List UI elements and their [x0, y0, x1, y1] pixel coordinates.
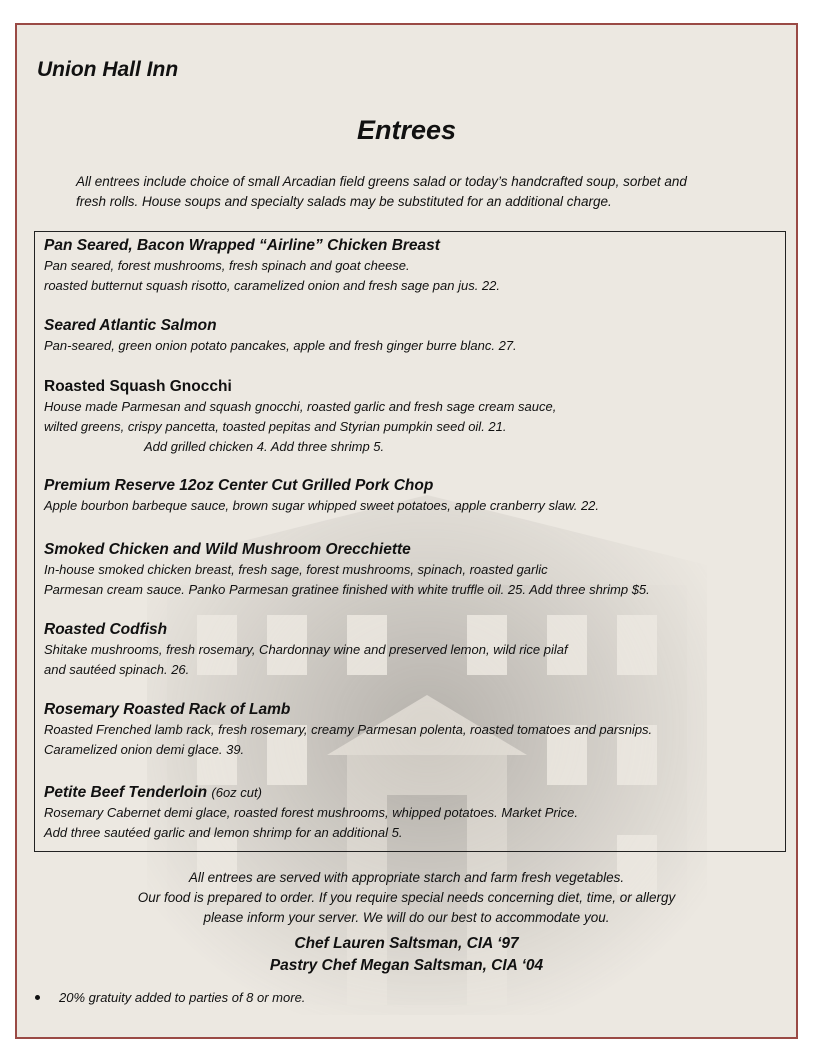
menu-item — [44, 476, 774, 516]
item-name — [44, 783, 774, 803]
footer-line-3: please inform your server. We will do our best to accommodate you. — [203, 910, 610, 925]
item-name: Smoked Chicken and Wild Mushroom Orecchiette — [44, 541, 411, 558]
pastry-chef-name: Pastry Chef Megan Saltsman, CIA ‘04 — [269, 957, 544, 974]
item-name: Roasted Codfish — [44, 621, 168, 638]
item-name-text: Petite Beef Tenderloin — [44, 784, 208, 801]
item-name: Pan Seared, Bacon Wrapped “Airline” Chicken Breast — [44, 237, 440, 254]
intro-text — [76, 172, 756, 212]
item-description: Add grilled chicken 4. Add three shrimp 5. — [144, 439, 385, 454]
item-description: Add three sautéed garlic and lemon shrimp for an additional 5. — [44, 825, 403, 840]
item-description: roasted butternut squash risotto, caramelized onion and fresh sage pan jus. 22. — [44, 278, 501, 293]
menu-item — [44, 540, 774, 600]
item-description: Pan-seared, green onion potato pancakes, apple and fresh ginger burre blanc. 27. — [44, 338, 517, 353]
intro-line-1: All entrees include choice of small Arcadian field greens salad or today’s handcrafted soup, sorbet and — [76, 174, 687, 189]
service-notes — [17, 868, 796, 928]
menu-item — [44, 783, 774, 843]
chef-name: Chef Lauren Saltsman, CIA ‘97 — [294, 935, 519, 952]
menu-item — [44, 316, 774, 356]
item-description: Pan seared, forest mushrooms, fresh spinach and goat cheese. — [44, 258, 410, 273]
intro-line-2: fresh rolls. House soups and specialty salads may be substituted for an additional charge. — [76, 194, 612, 209]
page-title: Entrees — [356, 115, 457, 145]
item-description: wilted greens, crispy pancetta, toasted pepitas and Styrian pumpkin seed oil. 21. — [44, 419, 507, 434]
menu-item — [44, 620, 774, 680]
item-name: Seared Atlantic Salmon — [44, 317, 217, 334]
gratuity-note — [35, 990, 305, 1005]
entree-list — [34, 231, 786, 852]
menu-item — [44, 700, 774, 760]
item-description: Parmesan cream sauce. Panko Parmesan gratinee finished with white truffle oil. 25. Add three shrimp $5. — [44, 582, 650, 597]
menu-item — [44, 377, 774, 457]
footer-line-2: Our food is prepared to order. If you require special needs concerning diet, time, or allergy — [137, 890, 676, 905]
item-portion-note: (6oz cut) — [211, 785, 262, 800]
item-name: Roasted Squash Gnocchi — [44, 378, 232, 395]
item-name: Rosemary Roasted Rack of Lamb — [44, 701, 291, 718]
item-description: Caramelized onion demi glace. 39. — [44, 742, 245, 757]
item-description: Apple bourbon barbeque sauce, brown sugar whipped sweet potatoes, apple cranberry slaw. 22. — [44, 498, 600, 513]
item-description: Rosemary Cabernet demi glace, roasted forest mushrooms, whipped potatoes. Market Price. — [44, 805, 578, 820]
item-description: House made Parmesan and squash gnocchi, roasted garlic and fresh sage cream sauce, — [44, 399, 557, 414]
chef-credits — [17, 933, 796, 977]
item-description: In-house smoked chicken breast, fresh sage, forest mushrooms, spinach, roasted garlic — [44, 562, 548, 577]
item-description: Shitake mushrooms, fresh rosemary, Chardonnay wine and preserved lemon, wild rice pilaf — [44, 642, 568, 657]
bullet-icon — [35, 995, 40, 1000]
item-description: and sautéed spinach. 26. — [44, 662, 190, 677]
item-name: Premium Reserve 12oz Center Cut Grilled Pork Chop — [44, 477, 434, 494]
footer-line-1: All entrees are served with appropriate starch and farm fresh vegetables. — [188, 870, 625, 885]
menu-item — [44, 236, 774, 296]
item-description: Roasted Frenched lamb rack, fresh rosemary, creamy Parmesan polenta, roasted tomatoes and parsnips. — [44, 722, 653, 737]
restaurant-name: Union Hall Inn — [37, 58, 179, 81]
menu-page — [15, 23, 798, 1039]
gratuity-text: 20% gratuity added to parties of 8 or more. — [59, 990, 306, 1005]
